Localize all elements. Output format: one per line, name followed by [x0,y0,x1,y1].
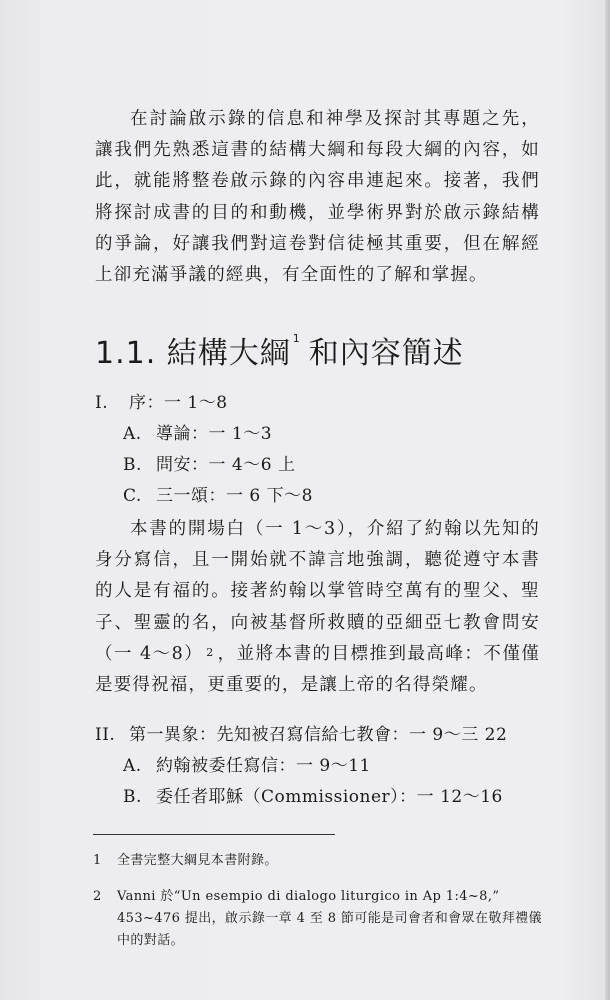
outline-number: B. [123,455,142,475]
summary-paragraph [95,514,540,701]
outline-text: 導論：一 1～3 [156,424,273,444]
footnote-text: Vanni 於“Un esempio di dialogo liturgico in Ap 1:4~8,” 453~476 提出，啟示錄一章 4 至 8 節可能是司會者和會眾在敬拜禮儀中的對話。 [117,889,542,948]
outline-text: 三一頌：一 6 下～8 [156,486,313,506]
footnote [93,850,543,872]
outline-number: C. [123,486,142,506]
footnote-ref-2: 2 [206,645,215,659]
summary-text-1: 本書的開場白（一 1～3），介紹了約翰以先知的身分寫信，且一開始就不諱言地強調，聽從遵守本書的人是有福的。接著約翰以掌管時空萬有的聖父、聖子、聖靈的名，向被基督所救贖的亞細亞七教會問安（一 4～8） [95,519,540,664]
footnote-number: 1 [93,853,102,868]
page-edge [605,0,610,1000]
section-heading [95,328,464,372]
intro-paragraph: 在討論啟示錄的信息和神學及探討其專題之先，讓我們先熟悉這書的結構大綱和每段大綱的內容，如此，就能將整卷啟示錄的內容串連起來。接著，我們將探討成書的目的和動機，並學術界對於啟示錄結構的爭論，好讓我們對這卷對信徒極其重要，但在解經上卻充滿爭議的經典，有全面性的了解和掌握。 [95,109,540,286]
outline-number: II. [95,725,116,745]
outline-number: A. [123,424,142,444]
section-number: 1.1. [95,336,157,371]
outline-item [123,422,272,446]
footnote-divider [93,834,335,835]
outline-item [123,453,295,477]
outline-text: 委任者耶穌（Commissioner）：一 12～16 [156,787,503,807]
footnote [93,886,543,952]
footnote-number: 2 [93,889,102,904]
outline-item [123,484,313,508]
outline-text: 序：一 1～8 [129,393,228,413]
footnote-text: 全書完整大綱見本書附錄。 [117,853,278,868]
outline-item [95,391,228,415]
section-title: 結構大綱 [166,336,291,371]
section-title-rest: 和內容簡述 [308,336,464,371]
footnote-ref-1: 1 [292,332,301,345]
outline-number: B. [123,787,142,807]
outline-item [123,754,371,778]
outline-item [123,785,503,809]
outline-item [95,723,507,747]
outline-text: 問安：一 4～6 上 [156,455,296,475]
outline-text: 第一異象：先知被召寫信給七教會：一 9～三 22 [129,725,508,745]
outline-number: I. [95,393,109,413]
summary-text-2: ，並將本書的目標推到最高峰：不僅僅是要得祝福，更重要的，是讓上帝的名得榮耀。 [95,643,541,696]
outline-number: A. [123,756,142,776]
outline-text: 約翰被委任寫信：一 9～11 [156,756,371,776]
